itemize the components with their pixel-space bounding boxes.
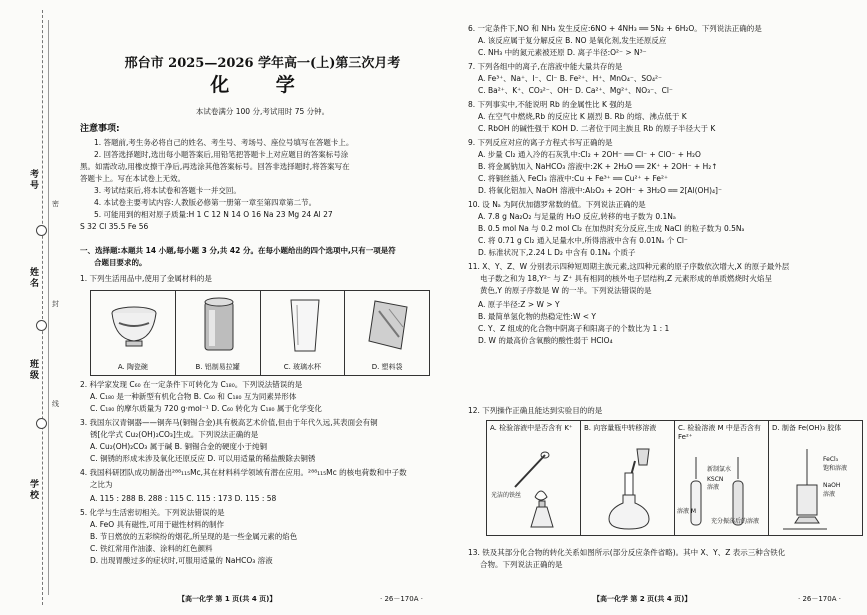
option-b-image bbox=[176, 291, 261, 375]
binding-label-name: 姓名 bbox=[30, 268, 40, 289]
question-9: 9. 下列反应对应的离子方程式书写正确的是 bbox=[468, 138, 613, 147]
question-10-option: A. 7.8 g Na₂O₂ 与足量的 H₂O 反应,转移的电子数为 0.1Nₐ bbox=[478, 212, 676, 221]
question-12: 12. 下列操作正确且能达到实验目的的是 bbox=[468, 406, 603, 415]
experiment-b bbox=[581, 421, 675, 535]
question-2-options: A. C₁₈₀ 是一种新型有机化合物 B. C₆₀ 和 C₁₈₀ 互为同素异形体 bbox=[90, 392, 297, 401]
cut-text: 封 bbox=[52, 300, 59, 308]
experiment-d-label: 溶液 bbox=[823, 491, 836, 498]
section-heading: 合题目要求的。 bbox=[94, 258, 147, 267]
experiment-d-caption: D. 制备 Fe(OH)₃ 胶体 bbox=[772, 424, 842, 432]
notice-line: 1. 答题前,考生务必将自己的姓名、考生号、考场号、座位号填写在答题卡上。 bbox=[94, 138, 354, 147]
question-11-option: C. Y、Z 组成的化合物中阴离子和阳离子的个数比为 1 : 1 bbox=[478, 324, 670, 333]
question-11: 11. X、Y、Z、W 分别表示四种短周期主族元素,这四种元素的原子序数依次增大,X 的原子最外层 bbox=[468, 262, 790, 271]
binding-hole bbox=[36, 225, 47, 236]
page-code: · 26－170A · bbox=[798, 595, 841, 603]
option-a-image bbox=[91, 291, 176, 375]
page-code: · 26－170A · bbox=[380, 595, 423, 603]
notice-line: 黑。如需改动,用橡皮擦干净后,再选涂其他答案标号。回答非选择题时,将答案写在 bbox=[80, 162, 350, 171]
cut-text: 密 bbox=[52, 200, 59, 208]
question-8-options: C. RbOH 的碱性强于 KOH D. 二者位于同主族且 Rb 的原子半径大于 K bbox=[478, 124, 716, 133]
option-d-image bbox=[345, 291, 429, 375]
question-6-options: C. NH₃ 中的氮元素被还原 D. 离子半径:O²⁻ > N³⁻ bbox=[478, 48, 647, 57]
plastic-bag-icon bbox=[363, 297, 413, 353]
question-10: 10. 设 Nₐ 为阿伏加德罗常数的值。下列说法正确的是 bbox=[468, 200, 646, 209]
question-5-option: B. 节日燃放的五彩缤纷的烟花,所呈现的是一些金属元素的焰色 bbox=[90, 532, 298, 541]
question-5-option: D. 出现胃酸过多的症状时,可服用适量的 NaHCO₃ 溶液 bbox=[90, 556, 273, 565]
question-11-option: A. 原子半径:Z > W > Y bbox=[478, 300, 560, 309]
experiment-d bbox=[769, 421, 862, 535]
question-13: 13. 铁及其部分化合物的转化关系如图所示(部分反应条件省略)。其中 X、Y、Z 表示三种含铁化 bbox=[468, 548, 786, 557]
question-1: 1. 下列生活用品中,使用了金属材料的是 bbox=[80, 274, 212, 283]
option-d-caption: D. 塑料袋 bbox=[371, 363, 403, 371]
experiment-a-caption: A. 检验溶液中是否含有 K⁺ bbox=[490, 424, 573, 432]
option-b-caption: B. 铝制易拉罐 bbox=[195, 363, 240, 371]
cut-text: 线 bbox=[52, 400, 59, 408]
exam-note: 本试卷满分 100 分,考试用时 75 分钟。 bbox=[195, 107, 330, 116]
question-3-options: C. 铜锈的形成未涉及氧化还原反应 D. 可以用适量的稀盐酸除去铜锈 bbox=[90, 454, 316, 463]
question-5-option: A. FeO 具有磁性,可用于磁性材料的制作 bbox=[90, 520, 224, 529]
experiment-d-label: NaOH bbox=[823, 482, 841, 489]
flame-test-diagram bbox=[495, 447, 575, 533]
question-7-options: C. Ba²⁺、K⁺、CO₃²⁻、OH⁻ D. Ca²⁺、Mg²⁺、NO₃⁻、Cl⁻ bbox=[478, 86, 673, 95]
notice-line: S 32 Cl 35.5 Fe 56 bbox=[80, 222, 149, 231]
page-footer: 【高一化学 第 2 页(共 4 页)】 bbox=[593, 595, 692, 603]
volumetric-flask-diagram bbox=[595, 443, 665, 533]
question-10-option: C. 将 0.71 g Cl₂ 通入足量水中,所得溶液中含有 0.01Nₐ 个 Cl⁻ bbox=[478, 236, 688, 245]
notice-heading: 注意事项: bbox=[80, 124, 120, 134]
experiment-c-label: 溶液 bbox=[707, 484, 720, 491]
question-2: 2. 科学家发现 C₆₀ 在一定条件下可转化为 C₁₈₀。下列说法错误的是 bbox=[80, 380, 303, 389]
question-9-option: A. 步量 Cl₂ 通入冷的石灰乳中:Cl₂ + 2OH⁻ ══ Cl⁻ + ClO⁻ + H₂O bbox=[478, 150, 701, 159]
question-9-option: D. 将氧化铝加入 NaOH 溶液中:Al₂O₃ + 2OH⁻ + 3H₂O ══ 2[Al(OH)₄]⁻ bbox=[478, 186, 722, 195]
option-c-image bbox=[261, 291, 346, 375]
question-11: 电子数之和为 18,Y²⁻ 与 Z⁺ 具有相同的核外电子层结构,Z 元素形成的单质燃烧时火焰呈 bbox=[480, 274, 773, 283]
question-8-options: A. 在空气中燃烧,Rb 的反应比 K 剧烈 B. Rb 的熔、沸点低于 K bbox=[478, 112, 687, 121]
question-4: 4. 我国科研团队成功制备出²⁸⁸₁₁₅Mc,其在材料科学领域有潜在应用。²⁸⁸₁₁₅Mc 的核电荷数和中子数 bbox=[80, 468, 407, 477]
experiment-d-label: FeCl₃ bbox=[823, 456, 839, 463]
experiment-c-label: 新制氯水 bbox=[707, 466, 732, 473]
question-4-options: A. 115 : 288 B. 288 : 115 C. 115 : 173 D. 115 : 58 bbox=[90, 494, 277, 503]
glass-cup-icon bbox=[288, 297, 322, 355]
experiment-c bbox=[675, 421, 769, 535]
question-6-options: A. 该反应属于复分解反应 B. NO 是氧化剂,发生还原反应 bbox=[478, 36, 667, 45]
subject-title: 化 学 bbox=[210, 74, 315, 96]
notice-line: 2. 回答选择题时,选出每小题答案后,用铅笔把答题卡上对应题目的答案标号涂 bbox=[94, 150, 349, 159]
question-12-experiments bbox=[486, 420, 863, 536]
colloid-preparation-diagram bbox=[779, 445, 829, 533]
question-13: 合物。下列说法正确的是 bbox=[480, 560, 563, 569]
option-c-caption: C. 玻璃水杯 bbox=[283, 363, 322, 371]
section-heading: 一、选择题:本题共 14 小题,每小题 3 分,共 42 分。在每小题给出的四个选项中,只有一项是符 bbox=[80, 246, 396, 255]
notice-line: 5. 可能用到的相对原子质量:H 1 C 12 N 14 O 16 Na 23 Mg 24 Al 27 bbox=[94, 210, 333, 219]
binding-label-school: 学校 bbox=[30, 480, 40, 501]
notice-line: 答题卡上。写在本试卷上无效。 bbox=[80, 174, 185, 183]
binding-hole bbox=[36, 418, 47, 429]
experiment-c-label: 充分振荡后的溶液 bbox=[711, 518, 760, 525]
question-7-options: A. Fe³⁺、Na⁺、I⁻、Cl⁻ B. Fe²⁺、H⁺、MnO₄⁻、SO₄²⁻ bbox=[478, 74, 662, 83]
cut-line bbox=[48, 20, 49, 595]
question-11-option: D. W 的最高价含氧酸的酸性弱于 HClO₄ bbox=[478, 336, 613, 345]
exam-title: 邢台市 2025—2026 学年高一(上)第三次月考 bbox=[124, 56, 401, 71]
experiment-c-label: 溶液 M bbox=[677, 508, 697, 515]
question-10-option: B. 0.5 mol Na 与 0.2 mol Cl₂ 在加热时充分反应,生成 NaCl 的粒子数为 0.5Nₐ bbox=[478, 224, 745, 233]
question-7: 7. 下列各组中的离子,在溶液中能大量共存的是 bbox=[468, 62, 623, 71]
binding-hole bbox=[36, 320, 47, 331]
experiment-c-label: KSCN bbox=[707, 476, 724, 483]
question-10-option: D. 标准状况下,2.24 L D₂ 中含有 0.1Nₐ 个质子 bbox=[478, 248, 636, 257]
question-1-images bbox=[90, 290, 430, 376]
ceramic-bowl-icon bbox=[109, 299, 159, 349]
experiment-a-label: 光洁的铁丝 bbox=[491, 492, 522, 499]
notice-line: 4. 本试卷主要考试内容:人教版必修第一册第一章至第四章第二节。 bbox=[94, 198, 317, 207]
aluminum-can-icon bbox=[201, 296, 237, 356]
question-4: 之比为 bbox=[90, 480, 113, 489]
experiment-c-caption: C. 检验溶液 M 中是否含有 Fe²⁺ bbox=[678, 424, 761, 441]
page-footer: 【高一化学 第 1 页(共 4 页)】 bbox=[178, 595, 277, 603]
question-5-option: C. 铁红常用作油漆、涂料的红色颜料 bbox=[90, 544, 213, 553]
question-3: 锈[化学式 Cu₂(OH)₂CO₃]生成。下列说法正确的是 bbox=[90, 430, 259, 439]
binding-label-exam-number: 考号 bbox=[30, 170, 40, 191]
question-6: 6. 一定条件下,NO 和 NH₃ 发生反应:6NO + 4NH₃ ══ 5N₂ + 6H₂O。下列说法正确的是 bbox=[468, 24, 762, 33]
question-8: 8. 下列事实中,不能说明 Rb 的金属性比 K 强的是 bbox=[468, 100, 632, 109]
question-2-options: C. C₁₈₀ 的摩尔质量为 720 g·mol⁻¹ D. C₆₀ 转化为 C₁₈₀ 属于化学变化 bbox=[90, 404, 322, 413]
question-11-option: B. 最简单氢化物的热稳定性:W < Y bbox=[478, 312, 596, 321]
option-a-caption: A. 陶瓷碗 bbox=[117, 363, 148, 371]
experiment-d-label: 饱和溶液 bbox=[823, 465, 848, 472]
binding-strip bbox=[4, 10, 43, 605]
question-9-option: B. 将金属钠加入 NaHCO₃ 溶液中:2K + 2H₂O ══ 2K⁺ + 2OH⁻ + H₂↑ bbox=[478, 162, 718, 171]
question-11: 黄色,Y 的原子序数是 W 的一半。下列说法错误的是 bbox=[480, 286, 652, 295]
experiment-b-caption: B. 向容量瓶中转移溶液 bbox=[584, 424, 657, 432]
question-9-option: C. 将铜丝插入 FeCl₃ 溶液中:Cu + Fe³⁺ ══ Cu²⁺ + Fe²⁺ bbox=[478, 174, 668, 183]
notice-line: 3. 考试结束后,将本试卷和答题卡一并交回。 bbox=[94, 186, 241, 195]
question-3: 3. 我国东汉青铜器——铜奔马(铜锡合金)具有极高艺术价值,但由于年代久远,其表面会有铜 bbox=[80, 418, 378, 427]
experiment-a bbox=[487, 421, 581, 535]
question-5: 5. 化学与生活密切相关。下列说法错误的是 bbox=[80, 508, 225, 517]
binding-label-class: 班级 bbox=[30, 360, 40, 381]
question-3-options: A. Cu₂(OH)₂CO₃ 属于碱 B. 铜锡合金的硬度小于纯铜 bbox=[90, 442, 267, 451]
